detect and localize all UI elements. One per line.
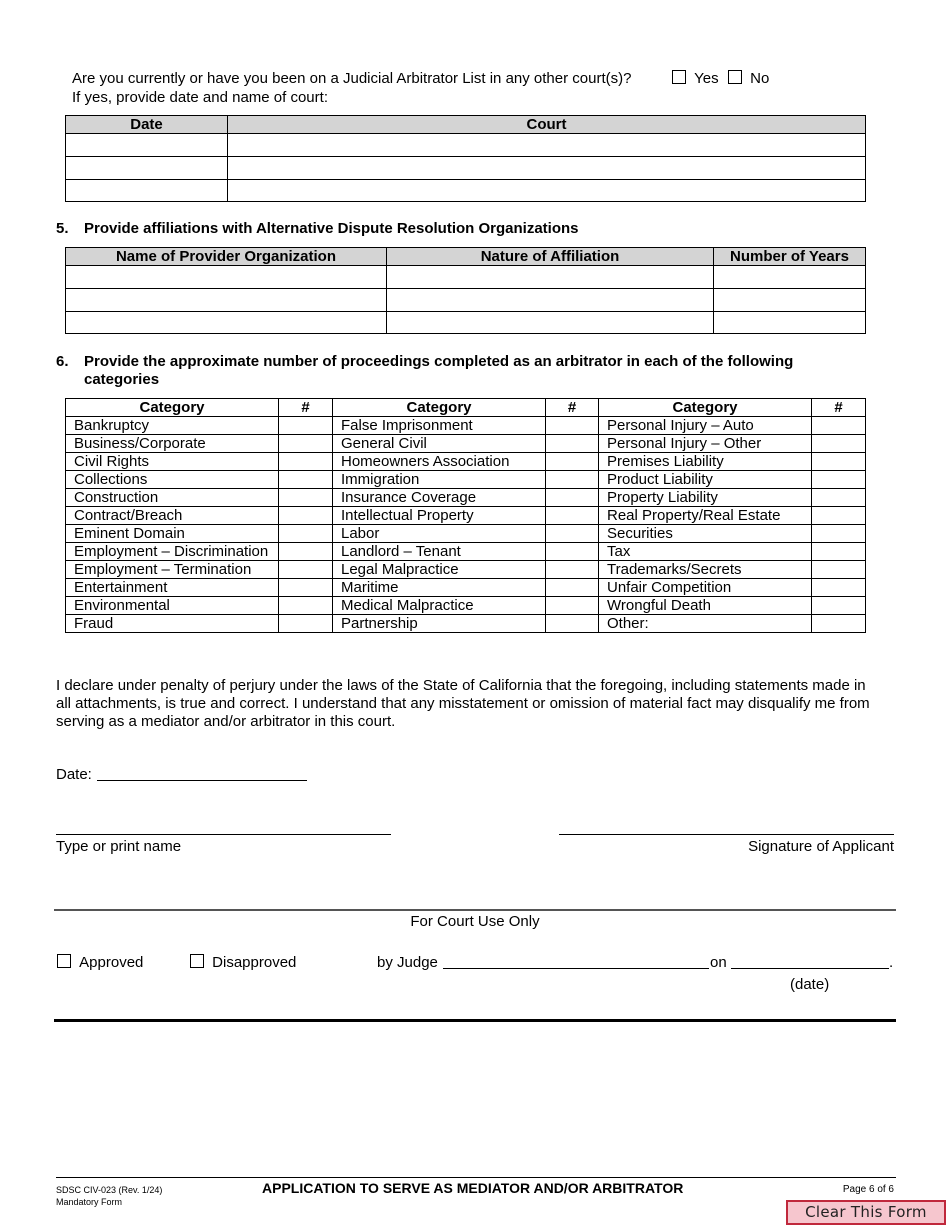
category-row <box>66 417 866 435</box>
category-count-input[interactable] <box>546 543 599 561</box>
nature-affiliation-header: Nature of Affiliation <box>387 248 714 266</box>
date-input[interactable] <box>66 134 228 157</box>
category-label: Real Property/Real Estate <box>599 507 812 525</box>
category-count-input[interactable] <box>279 561 333 579</box>
category-label: Immigration <box>333 471 546 489</box>
category-count-input[interactable] <box>279 597 333 615</box>
category-row <box>66 525 866 543</box>
category-count-input[interactable] <box>812 525 866 543</box>
category-count-input[interactable] <box>279 417 333 435</box>
category-label: Personal Injury – Other <box>599 435 812 453</box>
category-label: Personal Injury – Auto <box>599 417 812 435</box>
court-input[interactable] <box>228 157 866 180</box>
category-count-input[interactable] <box>812 543 866 561</box>
no-option[interactable] <box>728 70 769 87</box>
yes-checkbox[interactable] <box>672 70 686 84</box>
provider-org-input[interactable] <box>66 312 387 334</box>
category-label: Tax <box>599 543 812 561</box>
date-input[interactable] <box>66 157 228 180</box>
category-count-input[interactable] <box>546 417 599 435</box>
category-label: Fraud <box>66 615 279 633</box>
section5-title: Provide affiliations with Alternative Dispute Resolution Organizations <box>84 220 579 237</box>
approved-checkbox[interactable] <box>57 954 71 968</box>
category-label: Intellectual Property <box>333 507 546 525</box>
category-count-input[interactable] <box>812 507 866 525</box>
date-label: Date: <box>56 766 92 783</box>
section5-number: 5. <box>56 220 69 237</box>
category-row <box>66 471 866 489</box>
category-row <box>66 453 866 471</box>
category-count-input[interactable] <box>546 471 599 489</box>
disapproved-label: Disapproved <box>212 954 297 971</box>
category-count-input[interactable] <box>279 525 333 543</box>
category-count-input[interactable] <box>812 597 866 615</box>
disapproved-checkbox[interactable] <box>190 954 204 968</box>
category-label: Civil Rights <box>66 453 279 471</box>
category-row <box>66 561 866 579</box>
court-use-bottom-rule <box>54 1019 896 1022</box>
affiliations-table <box>65 247 866 334</box>
category-count-input[interactable] <box>279 579 333 597</box>
nature-affiliation-input[interactable] <box>387 289 714 312</box>
print-name-field[interactable] <box>56 834 391 835</box>
court-input[interactable] <box>228 180 866 202</box>
category-label: Trademarks/Secrets <box>599 561 812 579</box>
number-years-input[interactable] <box>714 312 866 334</box>
provider-org-input[interactable] <box>66 266 387 289</box>
category-label: Insurance Coverage <box>333 489 546 507</box>
number-years-input[interactable] <box>714 289 866 312</box>
yes-option[interactable] <box>672 70 719 87</box>
category-label: Medical Malpractice <box>333 597 546 615</box>
declaration-line3: serving as a mediator and/or arbitrator in this court. <box>56 713 396 730</box>
number-years-input[interactable] <box>714 266 866 289</box>
category-count-input[interactable] <box>546 597 599 615</box>
category-count-input[interactable] <box>812 579 866 597</box>
category-row <box>66 435 866 453</box>
form-id: SDSC CIV-023 (Rev. 1/24) <box>56 1185 163 1195</box>
date-signature-field[interactable] <box>97 780 307 781</box>
category-label: Entertainment <box>66 579 279 597</box>
category-count-input[interactable] <box>812 435 866 453</box>
footer-rule <box>56 1177 896 1178</box>
category-header: Category <box>333 399 546 417</box>
judge-name-field[interactable] <box>443 968 709 969</box>
category-count-input[interactable] <box>546 435 599 453</box>
category-count-input[interactable] <box>279 453 333 471</box>
category-count-input[interactable] <box>279 615 333 633</box>
category-row <box>66 579 866 597</box>
no-checkbox[interactable] <box>728 70 742 84</box>
category-label: Collections <box>66 471 279 489</box>
category-count-input[interactable] <box>546 525 599 543</box>
section6-title-line2: categories <box>84 371 160 388</box>
category-label: General Civil <box>333 435 546 453</box>
approval-date-field[interactable] <box>731 968 889 969</box>
category-label: Construction <box>66 489 279 507</box>
category-count-input[interactable] <box>812 453 866 471</box>
category-row <box>66 489 866 507</box>
count-header: # <box>546 399 599 417</box>
category-count-input[interactable] <box>812 471 866 489</box>
category-row <box>66 597 866 615</box>
declaration-line1: I declare under penalty of perjury under the laws of the State of California that the foregoing, including statements made in <box>56 677 866 694</box>
by-judge-label: by Judge <box>377 954 438 971</box>
date-caption: (date) <box>790 976 830 993</box>
nature-affiliation-input[interactable] <box>387 266 714 289</box>
category-label: Homeowners Association <box>333 453 546 471</box>
approved-option[interactable] <box>57 954 143 971</box>
category-count-input[interactable] <box>279 543 333 561</box>
category-label: Employment – Termination <box>66 561 279 579</box>
footer-form-title: APPLICATION TO SERVE AS MEDIATOR AND/OR ARBITRATOR <box>262 1180 684 1196</box>
category-header: Category <box>66 399 279 417</box>
print-name-label: Type or print name <box>56 838 182 855</box>
number-years-header: Number of Years <box>714 248 866 266</box>
category-count-input[interactable] <box>812 489 866 507</box>
category-label: Landlord – Tenant <box>333 543 546 561</box>
approved-label: Approved <box>79 954 144 971</box>
category-count-input[interactable] <box>546 453 599 471</box>
category-label: Employment – Discrimination <box>66 543 279 561</box>
category-count-input[interactable] <box>279 471 333 489</box>
declaration-line2: all attachments, is true and correct. I understand that any misstatement or omission of material fact may disqualify me from <box>56 695 870 712</box>
category-count-input[interactable] <box>546 615 599 633</box>
category-label: Wrongful Death <box>599 597 812 615</box>
category-label: Eminent Domain <box>66 525 279 543</box>
court-input[interactable] <box>228 134 866 157</box>
mandatory-form-label: Mandatory Form <box>56 1197 123 1207</box>
count-header: # <box>279 399 333 417</box>
signature-field[interactable] <box>559 834 894 835</box>
disapproved-option[interactable] <box>190 954 296 971</box>
category-label: Maritime <box>333 579 546 597</box>
category-count-input[interactable] <box>546 579 599 597</box>
proceedings-category-table <box>65 398 866 633</box>
category-label: Contract/Breach <box>66 507 279 525</box>
no-label: No <box>750 70 770 87</box>
category-count-input[interactable] <box>812 615 866 633</box>
category-row <box>66 615 866 633</box>
category-count-input[interactable] <box>812 417 866 435</box>
signature-label: Signature of Applicant <box>748 838 894 855</box>
category-label: Other: <box>599 615 812 633</box>
category-label: Bankruptcy <box>66 417 279 435</box>
period: . <box>889 954 894 971</box>
category-count-input[interactable] <box>279 435 333 453</box>
category-label: Labor <box>333 525 546 543</box>
category-count-input[interactable] <box>546 561 599 579</box>
category-label: Environmental <box>66 597 279 615</box>
category-label: Business/Corporate <box>66 435 279 453</box>
category-rows <box>66 417 866 633</box>
category-count-input[interactable] <box>279 507 333 525</box>
on-label: on <box>710 954 727 971</box>
page-number: Page 6 of 6 <box>842 1184 894 1195</box>
category-label: Partnership <box>333 615 546 633</box>
category-count-input[interactable] <box>279 489 333 507</box>
category-label: Property Liability <box>599 489 812 507</box>
category-header: Category <box>599 399 812 417</box>
count-header: # <box>812 399 866 417</box>
clear-form-button[interactable]: Clear This Form <box>786 1200 946 1225</box>
provider-org-input[interactable] <box>66 289 387 312</box>
category-row <box>66 507 866 525</box>
court-use-title: For Court Use Only <box>410 913 540 930</box>
category-label: Legal Malpractice <box>333 561 546 579</box>
arbitrator-list-question: Are you currently or have you been on a Judicial Arbitrator List in any other court(s)? <box>72 70 632 87</box>
category-label: Unfair Competition <box>599 579 812 597</box>
category-count-input[interactable] <box>546 507 599 525</box>
category-count-input[interactable] <box>546 489 599 507</box>
date-input[interactable] <box>66 180 228 202</box>
nature-affiliation-input[interactable] <box>387 312 714 334</box>
arbitrator-list-followup: If yes, provide date and name of court: <box>72 89 328 106</box>
category-label: Securities <box>599 525 812 543</box>
court-use-divider <box>54 909 896 911</box>
section6-title-line1: Provide the approximate number of proceedings completed as an arbitrator in each of the following <box>84 353 794 370</box>
category-count-input[interactable] <box>812 561 866 579</box>
category-label: Premises Liability <box>599 453 812 471</box>
court-header: Court <box>228 116 866 134</box>
category-row <box>66 543 866 561</box>
provider-org-header: Name of Provider Organization <box>66 248 387 266</box>
category-label: False Imprisonment <box>333 417 546 435</box>
section6-number: 6. <box>56 353 69 370</box>
date-header: Date <box>66 116 228 134</box>
yes-label: Yes <box>694 70 719 87</box>
category-label: Product Liability <box>599 471 812 489</box>
court-history-table <box>65 115 866 202</box>
